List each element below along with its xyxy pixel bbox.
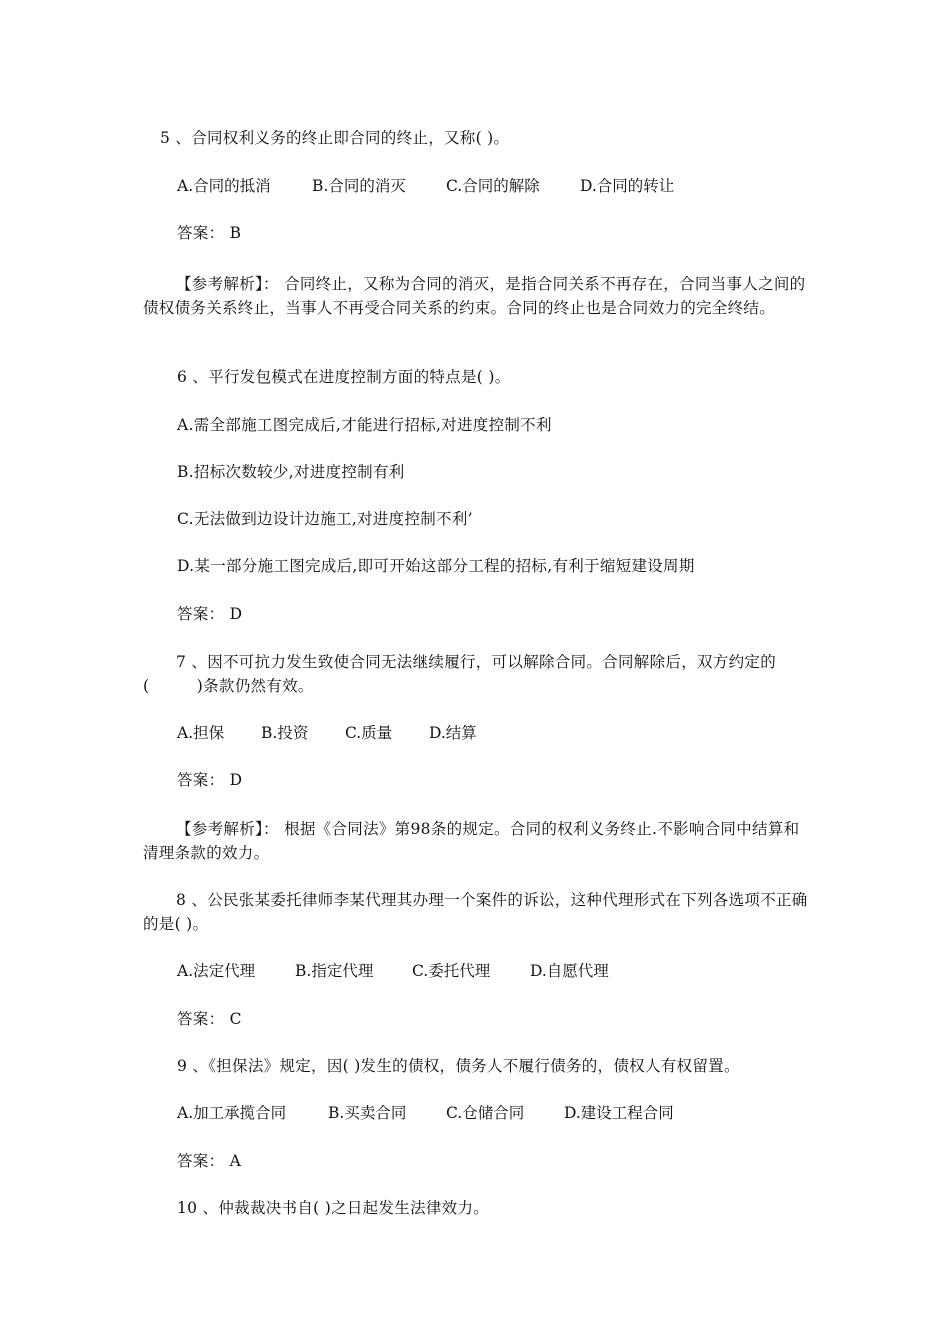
question-5-stem: 5 、合同权利义务的终止即合同的终止，又称( )。	[160, 129, 510, 147]
question-7-answer: 答案： D	[177, 771, 243, 789]
question-9-stem: 9 、《担保法》规定，因( )发生的债权，债务人不履行债务的，债权人有权留置。	[177, 1057, 740, 1075]
question-7-stem: 7 、因不可抗力发生致使合同无法继续履行，可以解除合同。合同解除后，双方约定的( )条款仍然有效。	[143, 653, 776, 695]
question-6-stem: 6 、平行发包模式在进度控制方面的特点是( )。	[177, 368, 511, 386]
question-6-option-d: D.某一部分施工图完成后,即可开始这部分工程的招标,有利于缩短建设周期	[177, 557, 695, 575]
question-7-option-d: D.结算	[429, 724, 477, 742]
question-6-option-a: A.需全部施工图完成后,才能进行招标,对进度控制不利	[177, 416, 552, 434]
question-5-option-b: B.合同的消灭	[312, 177, 406, 195]
question-7-analysis: 【参考解析】： 根据《合同法》第98条的规定。合同的权利义务终止.不影响合同中结算和清理条款的效力。	[143, 820, 800, 862]
question-5-option-c: C.合同的解除	[446, 177, 540, 195]
question-5-answer: 答案： B	[177, 224, 242, 242]
question-9-option-c: C.仓储合同	[446, 1104, 525, 1122]
question-9-option-a: A.加工承揽合同	[177, 1104, 287, 1122]
question-8-option-b: B.指定代理	[295, 962, 374, 980]
question-8-option-c: C.委托代理	[412, 962, 491, 980]
question-5-analysis: 【参考解析】： 合同终止，又称为合同的消灭，是指合同关系不再存在，合同当事人之间的债权债务关系终止，当事人不再受合同关系的约束。合同的终止也是合同效力的完全终结。	[143, 275, 806, 317]
question-8-option-d: D.自愿代理	[530, 962, 609, 980]
question-6-answer: 答案： D	[177, 605, 243, 623]
question-8-option-a: A.法定代理	[177, 962, 256, 980]
question-6-option-b: B.招标次数较少,对进度控制有利	[177, 463, 405, 481]
question-10-stem: 10 、仲裁裁决书自( )之日起发生法律效力。	[177, 1199, 490, 1217]
question-7-option-a: A.担保	[177, 724, 225, 742]
question-8-stem: 8 、公民张某委托律师李某代理其办理一个案件的诉讼，这种代理形式在下列各选项不正确的是( )。	[143, 891, 808, 933]
question-5-option-d: D.合同的转让	[580, 177, 675, 195]
question-9-answer: 答案： A	[177, 1152, 242, 1170]
question-9-option-d: D.建设工程合同	[564, 1104, 674, 1122]
question-7-option-c: C.质量	[345, 724, 393, 742]
question-8-answer: 答案： C	[177, 1010, 242, 1028]
question-6-option-c: C.无法做到边设计边施工,对进度控制不利’	[177, 510, 473, 528]
question-5-option-a: A.合同的抵消	[177, 177, 271, 195]
question-7-option-b: B.投资	[261, 724, 309, 742]
question-9-option-b: B.买卖合同	[328, 1104, 407, 1122]
